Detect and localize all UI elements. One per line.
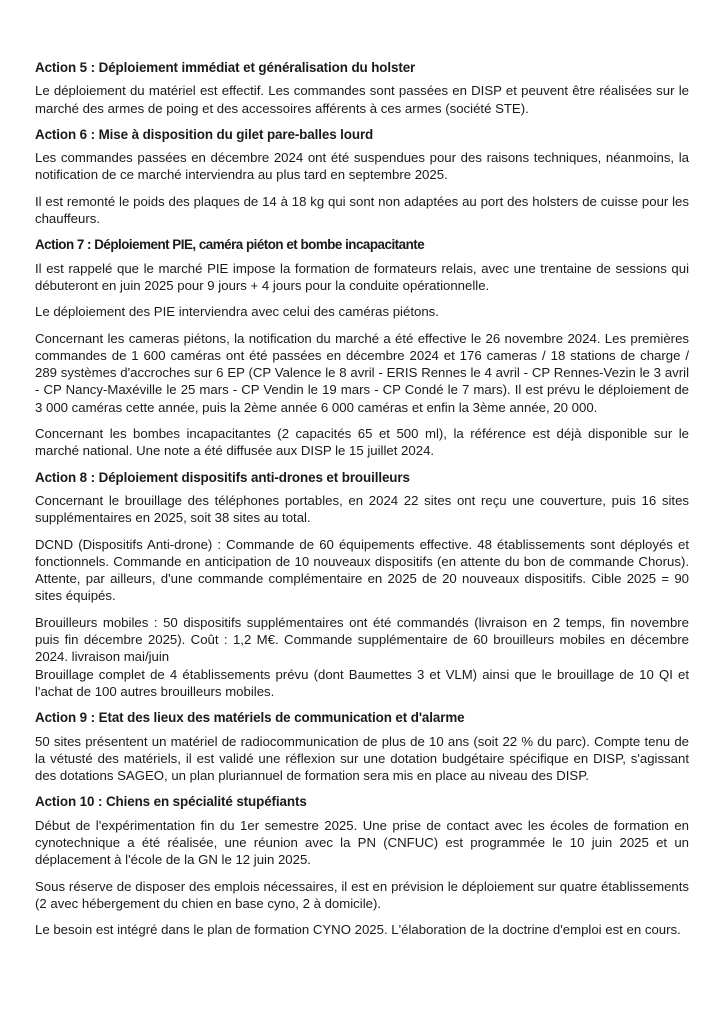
paragraph: Sous réserve de disposer des emplois nécessaires, il est en prévision le déploiement sur quatre établissements (2 avec hébergement du chien en base cyno, 2 à domicile). [35, 878, 689, 911]
section-action-8 [35, 469, 689, 701]
paragraph: Concernant les bombes incapacitantes (2 capacités 65 et 500 ml), la référence est déjà disponible sur le marché national. Une note a été diffusée aux DISP le 15 juillet 2024. [35, 426, 689, 459]
paragraph: Le déploiement du matériel est effectif. Les commandes sont passées en DISP et peuvent être réalisées sur le marché des armes de poing et des accessoires afférents à ces armes (société STE). [35, 83, 689, 116]
section-action-9 [35, 709, 689, 784]
paragraph: Concernant le brouillage des téléphones portables, en 2024 22 sites ont reçu une couverture, puis 16 sites supplémentaires en 2025, soit 38 sites au total. [35, 492, 689, 526]
section-heading: Action 10 : Chiens en spécialité stupéfiants [35, 794, 307, 810]
section-heading: Action 7 : Déploiement PIE, caméra piéton et bombe incapacitante [35, 237, 425, 253]
paragraph: DCND (Dispositifs Anti-drone) : Commande de 60 équipements effective. 48 établissements sont déployés et fonctionnels. Commande en anticipation de 10 nouveaux dispositifs (en attente du bon de commande Chorus). Attente, par ailleurs, d'une commande complémentaire en 2025 de 20 nouveaux dispositifs. Cible 2025 = 90 sites équipés. [35, 536, 689, 604]
paragraph: Les commandes passées en décembre 2024 ont été suspendues pour des raisons techniques, néanmoins, la notification de ce marché interviendra au plus tard en septembre 2025. [35, 150, 689, 183]
paragraph: Il est remonté le poids des plaques de 14 à 18 kg qui sont non adaptées au port des holsters de cuisse pour les chauffeurs. [35, 193, 689, 227]
section-action-10 [35, 793, 689, 938]
paragraph: Il est rappelé que le marché PIE impose la formation de formateurs relais, avec une trentaine de sessions qui débuteront en juin 2025 pour 9 jours + 4 jours pour la conduite opérationnelle. [35, 260, 689, 293]
paragraph: Concernant les cameras piétons, la notification du marché a été effective le 26 novembre 2024. Les premières commandes de 1 600 caméras ont été passées en décembre 2024 et 176 cameras / 18 stations de charge / 289 systèmes d'accroches sur 6 EP (CP Valence le 8 avril - ERIS Rennes le 4 avril - CP Rennes-Vezin le 3 avril - CP Nancy-Maxéville le 25 mars - CP Vendin le 19 mars - CP Condé le 7 mars). Il est prévu le déploiement de 3 000 caméras cette année, puis la 2ème année 6 000 caméras et enfin la 3ème année, 20 000. [35, 330, 689, 415]
section-heading: Action 8 : Déploiement dispositifs anti-drones et brouilleurs [35, 469, 410, 485]
paragraph: Brouillage complet de 4 établissements prévu (dont Baumettes 3 et VLM) ainsi que le brouillage de 10 QI et l'achat de 100 autres brouilleurs mobiles. [35, 666, 689, 699]
section-heading: Action 5 : Déploiement immédiat et généralisation du holster [35, 60, 416, 75]
paragraph: Brouilleurs mobiles : 50 dispositifs supplémentaires ont été commandés (livraison en 2 temps, fin novembre puis fin décembre 2025). Coût : 1,2 M€. Commande supplémentaire de 60 brouilleurs mobiles en décembre 2024. livraison mai/juin [35, 614, 689, 665]
paragraph: Le besoin est intégré dans le plan de formation CYNO 2025. L'élaboration de la doctrine d'emploi est en cours. [35, 922, 681, 938]
section-heading: Action 6 : Mise à disposition du gilet pare-balles lourd [35, 126, 374, 142]
section-heading: Action 9 : Etat des lieux des matériels de communication et d'alarme [35, 710, 465, 726]
section-action-5 [35, 59, 689, 117]
paragraph: 50 sites présentent un matériel de radiocommunication de plus de 10 ans (soit 22 % du parc). Compte tenu de la vétusté des matériels, il est validé une réflexion sur une dotation budgétaire spécifique en DISP, s'agissant des dotations SAGEO, un plan pluriannuel de formation sera mis en place au niveau des DISP. [35, 733, 689, 784]
paragraph: Le déploiement des PIE interviendra avec celui des caméras piétons. [35, 304, 439, 320]
section-action-6 [35, 126, 689, 227]
section-action-7 [35, 236, 689, 459]
document-page [35, 59, 689, 947]
paragraph: Début de l'expérimentation fin du 1er semestre 2025. Une prise de contact avec les écoles de formation en cynotechnique a été réalisée, une réunion avec la PN (CNFUC) est programmée le 10 juin 2025 et un déplacement à l'école de la GN le 12 juin 2025. [35, 817, 689, 868]
